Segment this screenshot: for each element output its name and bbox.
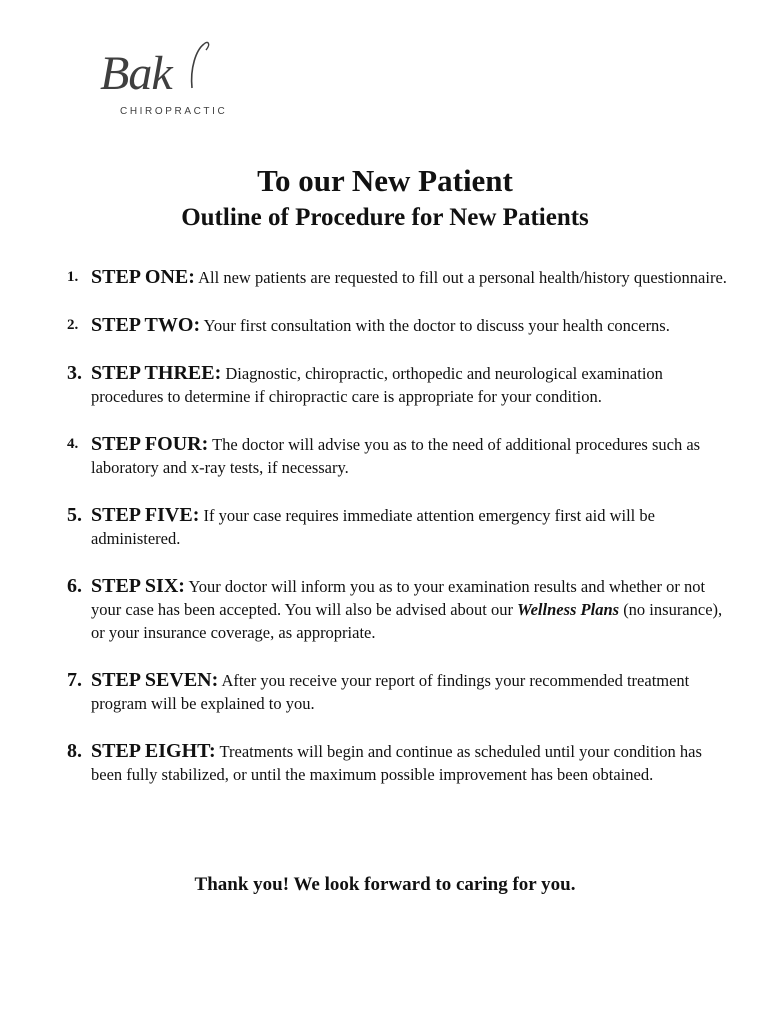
step-item bbox=[67, 504, 737, 550]
step-item bbox=[67, 362, 737, 408]
step-number: 1. bbox=[67, 269, 79, 285]
step-text: Your first consultation with the doctor to discuss your health concerns. bbox=[203, 316, 670, 335]
step-number: 5. bbox=[67, 504, 82, 526]
step-item bbox=[67, 669, 737, 715]
step-item bbox=[67, 433, 737, 479]
step-number: 8. bbox=[67, 740, 82, 762]
step-item bbox=[67, 266, 737, 289]
step-text: Diagnostic, chiropractic, orthopedic and neurological examination procedures to determine if chiropractic care is appropriate for your condition. bbox=[91, 364, 663, 406]
step-text: Treatments will begin and continue as scheduled until your condition has been fully stabilized, or until the maximum possible improvement has been obtained. bbox=[91, 742, 702, 784]
step-text: After you receive your report of findings your recommended treatment program will be explained to you. bbox=[91, 671, 690, 713]
closing-message: Thank you! We look forward to caring for you. bbox=[194, 874, 576, 895]
logo-script-text: Bak bbox=[100, 47, 172, 100]
bak-chiropractic-logo bbox=[100, 38, 250, 128]
step-number: 4. bbox=[67, 436, 79, 452]
wellness-plans-emphasis: Wellness Plans bbox=[517, 600, 620, 619]
step-text: The doctor will advise you as to the need of additional procedures such as laboratory and x-ray tests, if necessary. bbox=[91, 435, 701, 477]
step-number: 7. bbox=[67, 669, 82, 691]
step-number: 2. bbox=[67, 317, 79, 333]
step-label: STEP FOUR: bbox=[91, 433, 209, 455]
step-text: All new patients are requested to fill out a personal health/history questionnaire. bbox=[198, 268, 727, 287]
step-item bbox=[67, 314, 737, 337]
step-label: STEP ONE: bbox=[91, 266, 195, 288]
step-item bbox=[67, 740, 737, 786]
step-text-after: (no insurance), or your insurance coverage, as appropriate. bbox=[91, 600, 723, 642]
procedure-steps-list bbox=[67, 266, 737, 811]
step-label: STEP SEVEN: bbox=[91, 669, 219, 691]
step-label: STEP EIGHT: bbox=[91, 740, 216, 762]
page-subtitle: Outline of Procedure for New Patients bbox=[181, 204, 589, 231]
step-label: STEP TWO: bbox=[91, 314, 201, 336]
step-text bbox=[91, 577, 722, 642]
step-label: STEP FIVE: bbox=[91, 504, 200, 526]
step-text: If your case requires immediate attention emergency first aid will be administered. bbox=[91, 506, 655, 548]
step-label: STEP THREE: bbox=[91, 362, 222, 384]
logo-subtitle: CHIROPRACTIC bbox=[120, 106, 228, 117]
step-number: 6. bbox=[67, 575, 82, 597]
step-number: 3. bbox=[67, 362, 82, 384]
step-item bbox=[67, 575, 737, 644]
step-text-before: Your doctor will inform you as to your examination results and whether or not your case has been accepted. You will also be advised about our bbox=[91, 577, 706, 619]
page-title: To our New Patient bbox=[257, 163, 513, 198]
step-label: STEP SIX: bbox=[91, 575, 185, 597]
